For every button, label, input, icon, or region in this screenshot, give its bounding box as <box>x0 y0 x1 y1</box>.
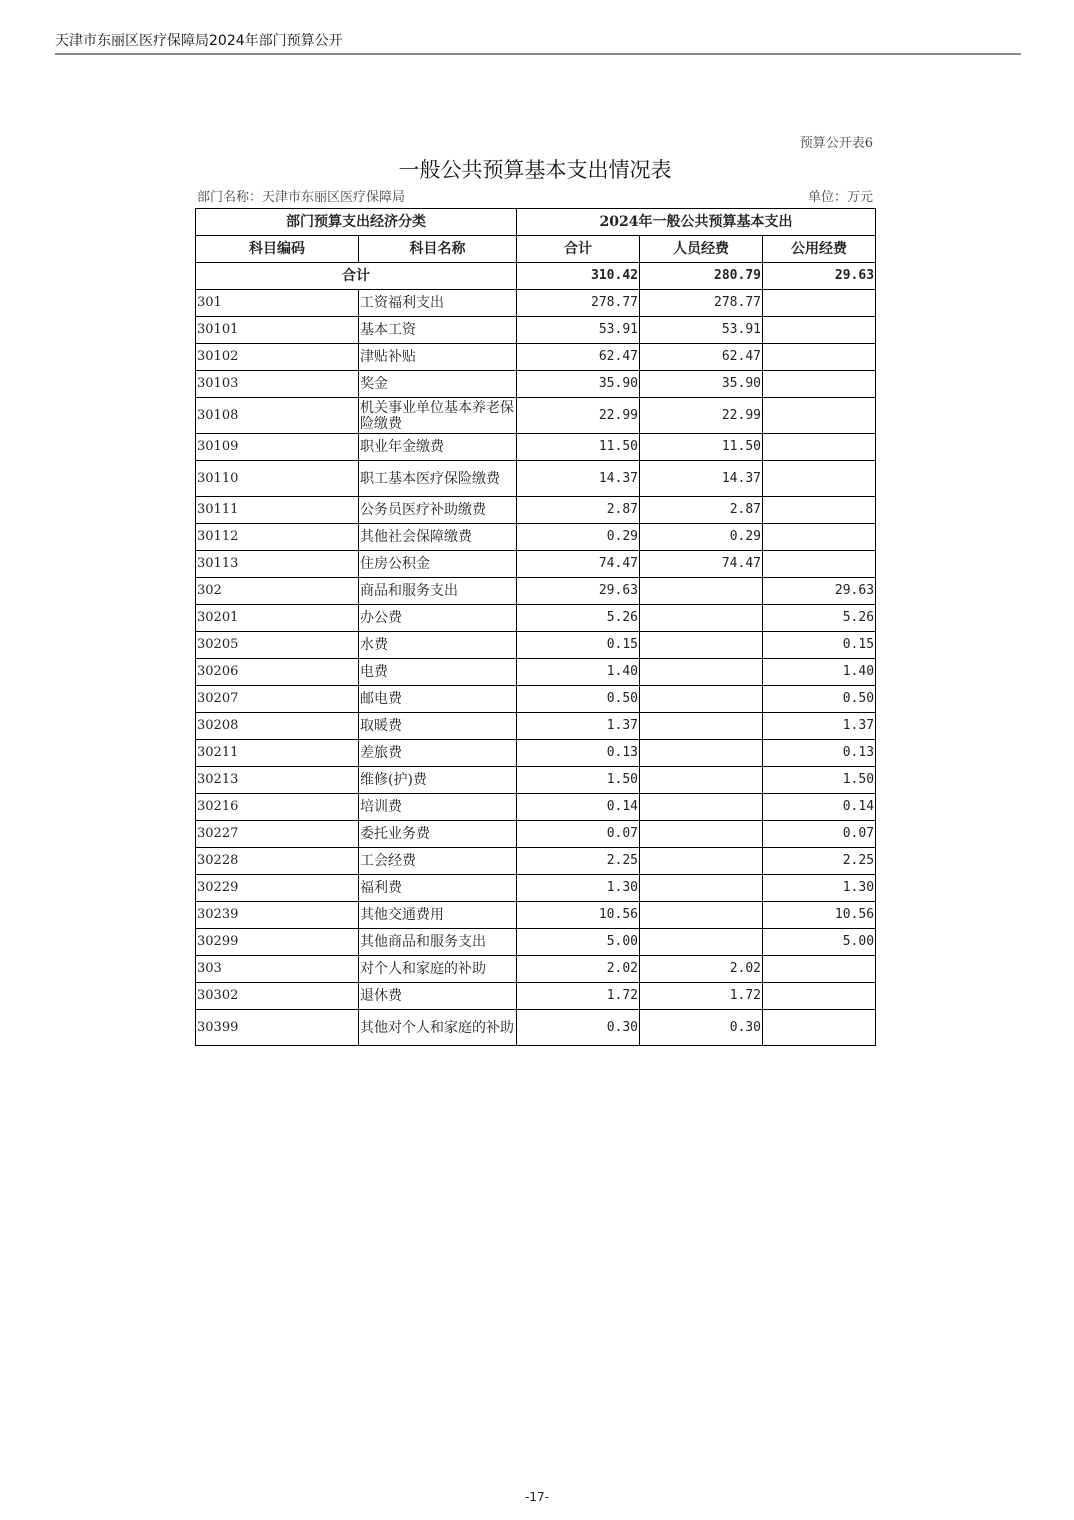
row-total: 1.30 <box>517 875 640 902</box>
total-personnel: 280.79 <box>640 263 763 290</box>
table-row <box>196 1010 876 1046</box>
table-row <box>196 848 876 875</box>
row-name: 公务员医疗补助缴费 <box>359 497 517 524</box>
row-name: 机关事业单位基本养老保险缴费 <box>359 398 517 434</box>
row-name: 福利费 <box>359 875 517 902</box>
row-name: 工资福利支出 <box>359 290 517 317</box>
row-public: 5.26 <box>763 605 876 632</box>
row-public <box>763 956 876 983</box>
row-personnel: 14.37 <box>640 461 763 497</box>
row-code: 30216 <box>196 794 359 821</box>
page-header: 天津市东丽区医疗保障局2024年部门预算公开 <box>55 33 343 49</box>
document-title: 一般公共预算基本支出情况表 <box>398 158 672 182</box>
row-name: 其他社会保障缴费 <box>359 524 517 551</box>
row-name: 差旅费 <box>359 740 517 767</box>
row-total: 0.13 <box>517 740 640 767</box>
row-name: 委托业务费 <box>359 821 517 848</box>
row-total: 0.50 <box>517 686 640 713</box>
row-personnel <box>640 659 763 686</box>
row-personnel: 35.90 <box>640 371 763 398</box>
row-personnel <box>640 821 763 848</box>
row-personnel: 74.47 <box>640 551 763 578</box>
row-public <box>763 524 876 551</box>
total-amount: 310.42 <box>517 263 640 290</box>
table-row <box>196 290 876 317</box>
row-public <box>763 983 876 1010</box>
row-personnel <box>640 713 763 740</box>
table-row <box>196 767 876 794</box>
row-name: 电费 <box>359 659 517 686</box>
row-total: 53.91 <box>517 317 640 344</box>
row-personnel: 11.50 <box>640 434 763 461</box>
row-total: 0.29 <box>517 524 640 551</box>
row-public: 1.30 <box>763 875 876 902</box>
row-code: 30208 <box>196 713 359 740</box>
page-number: -17- <box>525 1490 549 1504</box>
row-name: 取暖费 <box>359 713 517 740</box>
table-row <box>196 659 876 686</box>
table-row <box>196 578 876 605</box>
table-row <box>196 524 876 551</box>
table-row <box>196 875 876 902</box>
row-total: 0.07 <box>517 821 640 848</box>
row-total: 1.40 <box>517 659 640 686</box>
row-public: 10.56 <box>763 902 876 929</box>
row-name: 职业年金缴费 <box>359 434 517 461</box>
row-total: 1.72 <box>517 983 640 1010</box>
row-total: 0.30 <box>517 1010 640 1046</box>
header-personnel: 人员经费 <box>640 236 763 263</box>
row-code: 30207 <box>196 686 359 713</box>
row-code: 30239 <box>196 902 359 929</box>
row-code: 302 <box>196 578 359 605</box>
table-row <box>196 902 876 929</box>
row-public: 0.50 <box>763 686 876 713</box>
table-row <box>196 497 876 524</box>
row-personnel <box>640 767 763 794</box>
table-row <box>196 686 876 713</box>
row-name: 其他对个人和家庭的补助 <box>359 1010 517 1046</box>
table-row <box>196 317 876 344</box>
row-public: 29.63 <box>763 578 876 605</box>
row-code: 30206 <box>196 659 359 686</box>
row-personnel <box>640 902 763 929</box>
header-code: 科目编码 <box>196 236 359 263</box>
row-code: 303 <box>196 956 359 983</box>
header-divider <box>55 53 1021 55</box>
row-total: 5.00 <box>517 929 640 956</box>
row-code: 30113 <box>196 551 359 578</box>
row-personnel: 0.29 <box>640 524 763 551</box>
row-personnel <box>640 632 763 659</box>
row-total: 62.47 <box>517 344 640 371</box>
row-name: 津贴补贴 <box>359 344 517 371</box>
table-row <box>196 794 876 821</box>
row-code: 30302 <box>196 983 359 1010</box>
unit-label: 单位：万元 <box>807 190 873 205</box>
total-label: 合计 <box>196 263 517 290</box>
row-public <box>763 551 876 578</box>
budget-table <box>195 208 876 1046</box>
row-name: 水费 <box>359 632 517 659</box>
table-row <box>196 983 876 1010</box>
row-personnel <box>640 605 763 632</box>
row-public: 0.13 <box>763 740 876 767</box>
row-total: 10.56 <box>517 902 640 929</box>
row-name: 退休费 <box>359 983 517 1010</box>
row-code: 30109 <box>196 434 359 461</box>
row-public: 0.07 <box>763 821 876 848</box>
row-code: 30228 <box>196 848 359 875</box>
row-code: 30103 <box>196 371 359 398</box>
row-code: 30101 <box>196 317 359 344</box>
row-code: 30201 <box>196 605 359 632</box>
row-name: 培训费 <box>359 794 517 821</box>
table-row <box>196 398 876 434</box>
row-public <box>763 461 876 497</box>
header-name: 科目名称 <box>359 236 517 263</box>
header-public: 公用经费 <box>763 236 876 263</box>
header-total: 合计 <box>517 236 640 263</box>
row-personnel <box>640 740 763 767</box>
row-personnel: 53.91 <box>640 317 763 344</box>
table-row <box>196 929 876 956</box>
row-personnel <box>640 848 763 875</box>
row-name: 基本工资 <box>359 317 517 344</box>
table-row <box>196 956 876 983</box>
row-name: 职工基本医疗保险缴费 <box>359 461 517 497</box>
row-personnel: 62.47 <box>640 344 763 371</box>
row-name: 住房公积金 <box>359 551 517 578</box>
table-row <box>196 434 876 461</box>
row-code: 30299 <box>196 929 359 956</box>
row-personnel: 2.02 <box>640 956 763 983</box>
row-name: 维修(护)费 <box>359 767 517 794</box>
row-public: 5.00 <box>763 929 876 956</box>
row-code: 301 <box>196 290 359 317</box>
row-total: 2.02 <box>517 956 640 983</box>
row-public <box>763 1010 876 1046</box>
row-personnel: 0.30 <box>640 1010 763 1046</box>
row-public <box>763 497 876 524</box>
department-label: 部门名称：天津市东丽区医疗保障局 <box>197 190 406 205</box>
row-total: 1.37 <box>517 713 640 740</box>
row-name: 其他商品和服务支出 <box>359 929 517 956</box>
row-total: 74.47 <box>517 551 640 578</box>
row-code: 30229 <box>196 875 359 902</box>
table-row <box>196 344 876 371</box>
row-total: 22.99 <box>517 398 640 434</box>
row-code: 30213 <box>196 767 359 794</box>
row-public: 1.40 <box>763 659 876 686</box>
table-row <box>196 551 876 578</box>
row-public <box>763 317 876 344</box>
row-personnel <box>640 929 763 956</box>
row-public: 1.50 <box>763 767 876 794</box>
row-total: 0.15 <box>517 632 640 659</box>
row-total: 278.77 <box>517 290 640 317</box>
row-total: 2.87 <box>517 497 640 524</box>
row-public: 0.15 <box>763 632 876 659</box>
row-personnel: 22.99 <box>640 398 763 434</box>
row-personnel <box>640 686 763 713</box>
row-code: 30111 <box>196 497 359 524</box>
row-public <box>763 398 876 434</box>
row-personnel: 278.77 <box>640 290 763 317</box>
row-code: 30112 <box>196 524 359 551</box>
row-name: 邮电费 <box>359 686 517 713</box>
row-public <box>763 344 876 371</box>
row-personnel <box>640 875 763 902</box>
row-code: 30108 <box>196 398 359 434</box>
table-row <box>196 461 876 497</box>
row-name: 办公费 <box>359 605 517 632</box>
row-personnel: 1.72 <box>640 983 763 1010</box>
header-basic-expenditure: 2024年一般公共预算基本支出 <box>517 209 876 236</box>
table-row <box>196 371 876 398</box>
row-public <box>763 290 876 317</box>
row-total: 35.90 <box>517 371 640 398</box>
row-public: 0.14 <box>763 794 876 821</box>
total-row <box>196 263 876 290</box>
row-code: 30205 <box>196 632 359 659</box>
row-public: 1.37 <box>763 713 876 740</box>
row-personnel <box>640 794 763 821</box>
row-code: 30110 <box>196 461 359 497</box>
row-total: 11.50 <box>517 434 640 461</box>
row-name: 奖金 <box>359 371 517 398</box>
row-code: 30211 <box>196 740 359 767</box>
total-public: 29.63 <box>763 263 876 290</box>
row-name: 其他交通费用 <box>359 902 517 929</box>
row-code: 30227 <box>196 821 359 848</box>
row-total: 14.37 <box>517 461 640 497</box>
header-economic-classification: 部门预算支出经济分类 <box>196 209 517 236</box>
row-public <box>763 434 876 461</box>
row-name: 商品和服务支出 <box>359 578 517 605</box>
row-total: 29.63 <box>517 578 640 605</box>
row-name: 对个人和家庭的补助 <box>359 956 517 983</box>
table-number: 预算公开表6 <box>799 136 873 151</box>
row-total: 1.50 <box>517 767 640 794</box>
row-total: 0.14 <box>517 794 640 821</box>
row-personnel: 2.87 <box>640 497 763 524</box>
row-code: 30399 <box>196 1010 359 1046</box>
row-public: 2.25 <box>763 848 876 875</box>
table-row <box>196 713 876 740</box>
table-row <box>196 740 876 767</box>
table-row <box>196 632 876 659</box>
row-personnel <box>640 578 763 605</box>
table-row <box>196 605 876 632</box>
row-total: 2.25 <box>517 848 640 875</box>
table-row <box>196 821 876 848</box>
row-code: 30102 <box>196 344 359 371</box>
row-name: 工会经费 <box>359 848 517 875</box>
row-public <box>763 371 876 398</box>
row-total: 5.26 <box>517 605 640 632</box>
